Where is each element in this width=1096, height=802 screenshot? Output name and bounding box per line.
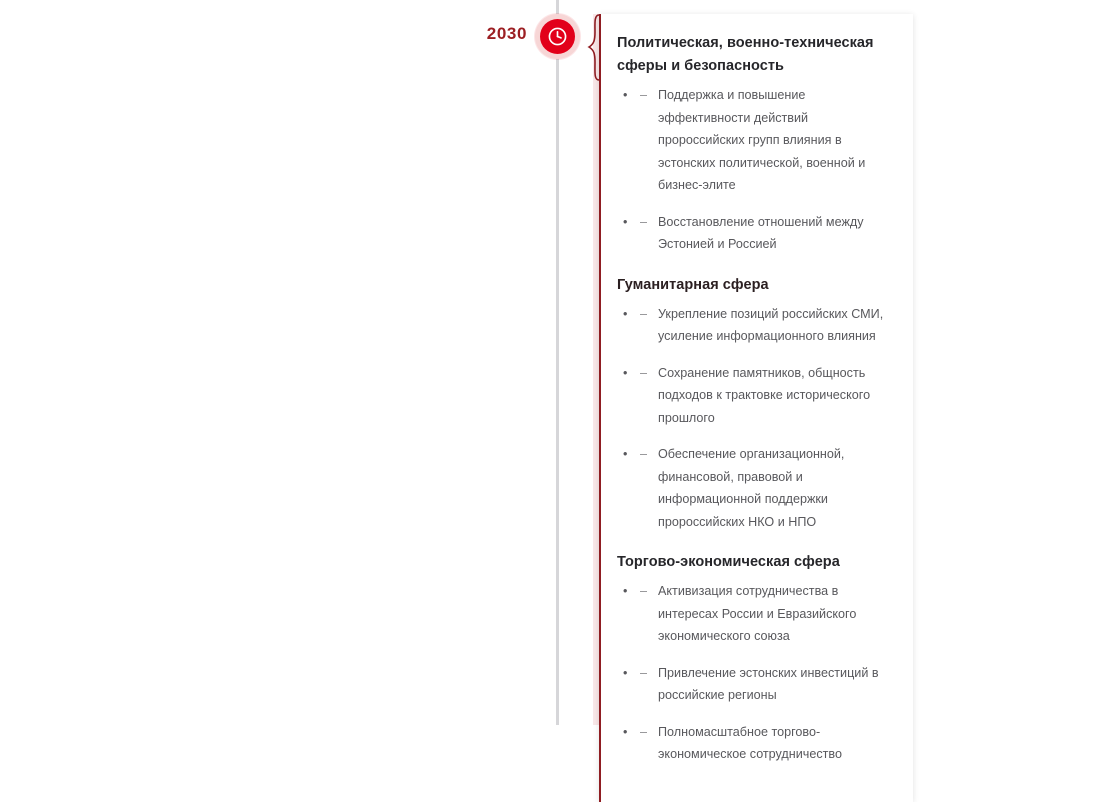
bullet-dash-icon: – bbox=[640, 665, 648, 680]
timeline-year-label: 2030 bbox=[486, 24, 527, 43]
bullet-dash-icon: – bbox=[640, 724, 648, 739]
list-item bbox=[611, 721, 895, 766]
list-item bbox=[611, 662, 895, 707]
bullet-dot-icon: • bbox=[623, 88, 628, 102]
bullet-dot-icon: • bbox=[623, 365, 628, 380]
list-item-text: Полномасштабное торгово-экономическое сотрудничество bbox=[658, 724, 842, 761]
list-item bbox=[611, 362, 895, 430]
card-section-humanitarian bbox=[611, 274, 895, 534]
list-item-text: Укрепление позиций российских СМИ, усиление информационного влияния bbox=[658, 306, 884, 343]
list-item-text: Обеспечение организационной, финансовой, правовой и информационной поддержки пророссийских НКО и НПО bbox=[658, 447, 845, 529]
timeline-rail bbox=[556, 0, 559, 725]
section-item-list bbox=[611, 84, 895, 256]
bullet-dot-icon: • bbox=[623, 724, 628, 739]
bullet-dot-icon: • bbox=[623, 306, 628, 321]
list-item-text: Восстановление отношений между Эстонией и Россией bbox=[658, 214, 864, 251]
list-item-text: Сохранение памятников, общность подходов к трактовке исторического прошлого bbox=[658, 365, 871, 425]
section-title: Гуманитарная сфера bbox=[617, 276, 769, 293]
section-item-list bbox=[611, 580, 895, 766]
timeline-marker[interactable] bbox=[535, 14, 580, 59]
list-item bbox=[611, 443, 895, 533]
list-item-text: Поддержка и повышение эффективности действий пророссийских групп влияния в эстонских политической, военной и бизнес-элите bbox=[658, 88, 866, 192]
bullet-dot-icon: • bbox=[623, 447, 628, 461]
list-item-text: Привлечение эстонских инвестиций в российские регионы bbox=[658, 665, 879, 702]
timeline-detail-card bbox=[599, 14, 913, 802]
list-item bbox=[611, 84, 895, 197]
bullet-dash-icon: – bbox=[640, 306, 648, 321]
bullet-dash-icon: – bbox=[640, 88, 648, 102]
section-title: Политическая, военно-техническая сферы и безопасность bbox=[617, 35, 874, 74]
bullet-dot-icon: • bbox=[623, 214, 628, 229]
card-section-politics bbox=[611, 32, 895, 256]
bullet-dash-icon: – bbox=[640, 214, 648, 229]
bullet-dot-icon: • bbox=[623, 665, 628, 680]
card-section-trade bbox=[611, 551, 895, 766]
list-item-text: Активизация сотрудничества в интересах России и Евразийского экономического союза bbox=[658, 584, 857, 643]
bullet-dot-icon: • bbox=[623, 584, 628, 598]
list-item bbox=[611, 211, 895, 256]
section-item-list bbox=[611, 303, 895, 534]
bullet-dash-icon: – bbox=[640, 584, 648, 598]
clock-icon bbox=[540, 19, 575, 54]
section-title: Торгово-экономическая сфера bbox=[617, 554, 840, 570]
list-item bbox=[611, 303, 895, 348]
bullet-dash-icon: – bbox=[640, 365, 648, 380]
bullet-dash-icon: – bbox=[640, 447, 648, 461]
list-item bbox=[611, 580, 895, 648]
